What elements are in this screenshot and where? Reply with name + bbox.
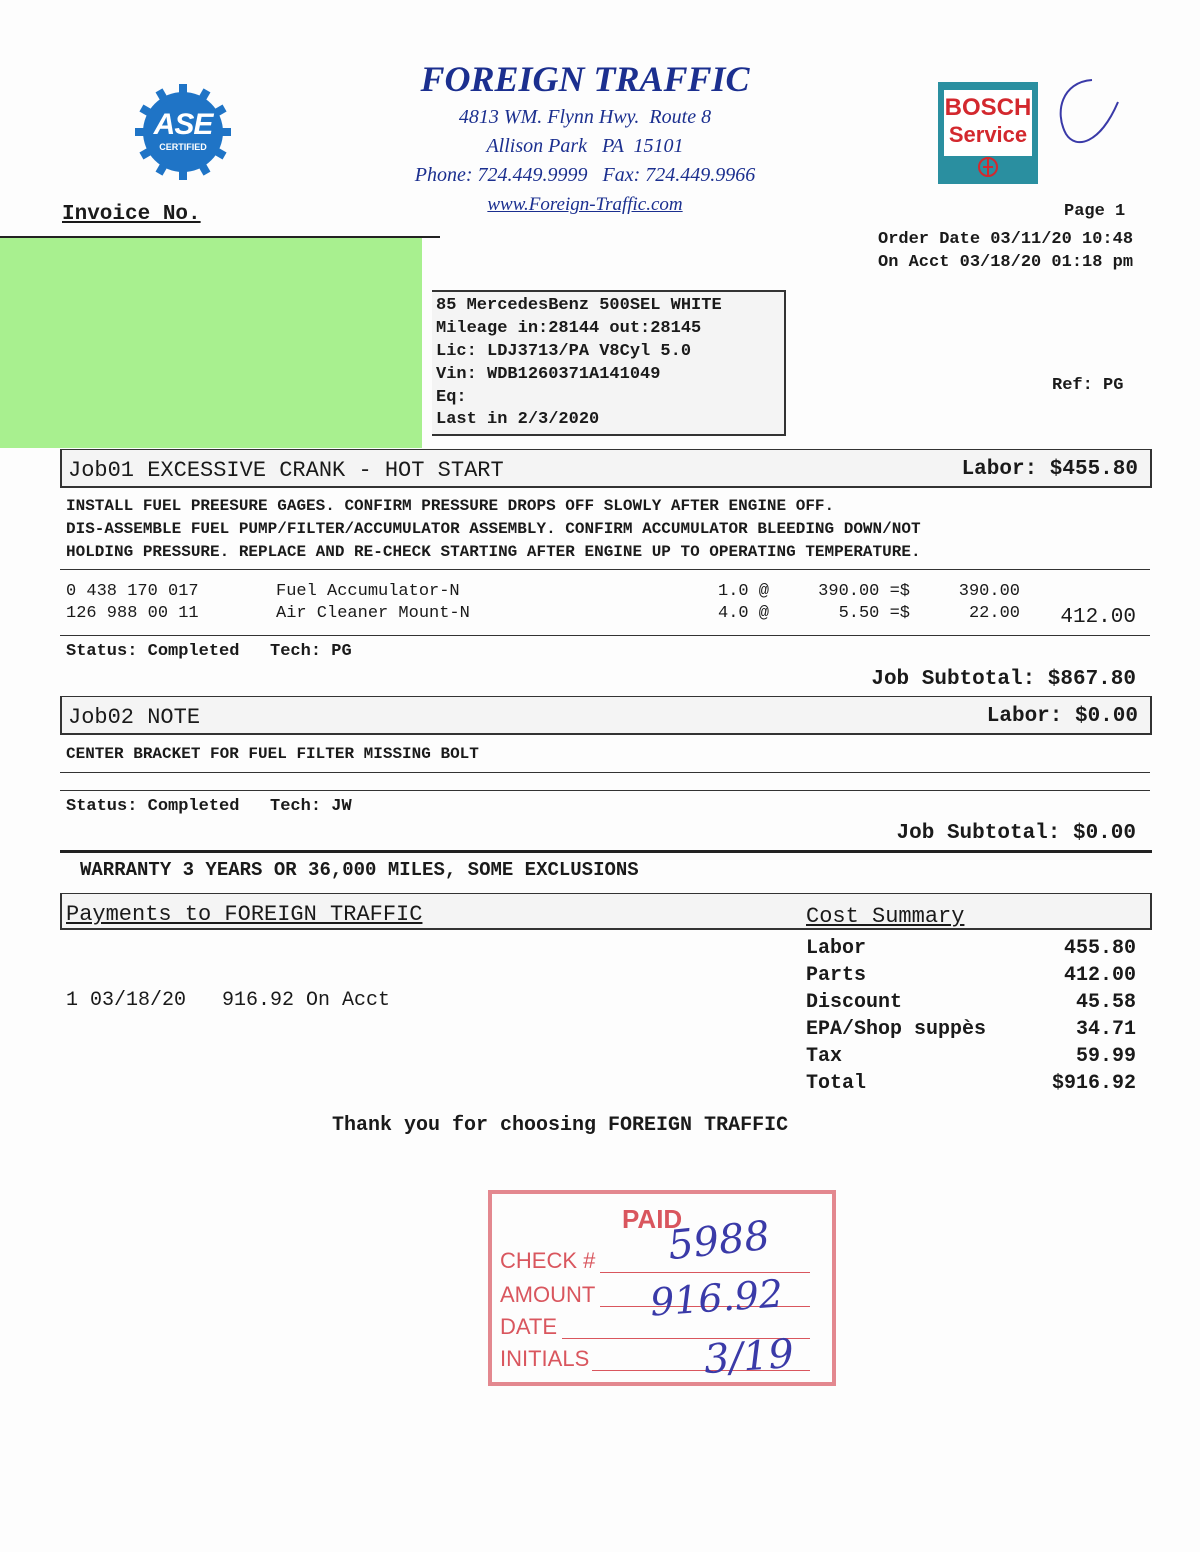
shop-phone-fax: Phone: 724.449.9999 Fax: 724.449.9966 xyxy=(414,164,756,186)
cost-row-label: Discount xyxy=(806,991,903,1014)
bosch-logo-line2: Service xyxy=(948,122,1028,147)
part1-price: 390.00 =$ xyxy=(818,582,910,601)
job1-status: Status: Completed Tech: PG xyxy=(66,642,352,661)
vehicle-mileage: Mileage in:28144 out:28145 xyxy=(436,319,702,338)
ase-logo xyxy=(133,82,233,182)
job1-description-line2: DIS-ASSEMBLE FUEL PUMP/FILTER/ACCUMULATOR ASSEMBLY. CONFIRM ACCUMULATOR BLEEDING DOWN/NOT xyxy=(66,520,921,538)
cost-row-label: Labor xyxy=(806,937,867,960)
warranty-note: WARRANTY 3 YEARS OR 36,000 MILES, SOME EXCLUSIONS xyxy=(80,859,639,881)
job2-subtotal: Job Subtotal: $0.00 xyxy=(896,822,1136,845)
cost-row-value: 34.71 xyxy=(1075,1018,1136,1041)
job1-parts-divider xyxy=(60,635,1150,636)
part1-extended: 390.00 xyxy=(958,582,1020,601)
part2-quantity: 4.0 @ xyxy=(718,604,770,623)
cost-row-value: 412.00 xyxy=(1063,964,1136,987)
vehicle-info-box xyxy=(432,290,786,436)
ase-logo-subtext: CERTIFIED xyxy=(159,142,207,152)
part1-number: 0 438 170 017 xyxy=(66,582,199,601)
job1-title: Job01 EXCESSIVE CRANK - HOT START xyxy=(68,458,504,483)
vehicle-vin: Vin: WDB1260371A141049 xyxy=(436,365,661,384)
vehicle-license: Lic: LDJ3713/PA V8Cyl 5.0 xyxy=(436,342,692,361)
vehicle-equipment: Eq: xyxy=(436,388,467,407)
job2-description-line1: CENTER BRACKET FOR FUEL FILTER MISSING BOLT xyxy=(66,745,479,763)
part1-quantity: 1.0 @ xyxy=(718,582,770,601)
shop-address-line1: 4813 WM. Flynn Hwy. Route 8 xyxy=(458,106,712,128)
part1-description: Fuel Accumulator-N xyxy=(276,582,460,601)
shop-address-line2: Allison Park PA 15101 xyxy=(486,135,684,157)
shop-name: FOREIGN TRAFFIC xyxy=(420,59,750,99)
cost-summary-header: Cost Summary xyxy=(806,904,965,929)
stamp-check-label: CHECK # xyxy=(500,1248,596,1273)
job2-title: Job02 NOTE xyxy=(68,705,201,730)
job2-desc-divider xyxy=(60,772,1150,773)
page-number: Page 1 xyxy=(1064,202,1126,221)
payments-header: Payments to FOREIGN TRAFFIC xyxy=(66,902,423,927)
stamp-initials-label: INITIALS xyxy=(500,1346,590,1371)
cost-row-label: Parts xyxy=(806,964,867,987)
on-account-date: On Acct 03/18/20 01:18 pm xyxy=(878,253,1134,272)
order-date: Order Date 03/11/20 10:48 xyxy=(878,230,1134,249)
part2-extended: 22.00 xyxy=(968,604,1020,623)
handwritten-check-number: 5988 xyxy=(665,1212,772,1270)
job1-description-line3: HOLDING PRESSURE. REPLACE AND RE-CHECK STARTING AFTER ENGINE UP TO OPERATING TEMPERATURE. xyxy=(66,543,921,561)
job1-header xyxy=(60,449,1152,488)
thank-you-note: Thank you for choosing FOREIGN TRAFFIC xyxy=(332,1114,789,1137)
cost-row-label: Total xyxy=(806,1072,867,1095)
job1-labor: Labor: $455.80 xyxy=(961,458,1138,481)
cost-row-value: 59.99 xyxy=(1075,1045,1136,1068)
invoice-number-label: Invoice No. xyxy=(62,203,201,226)
job2-status: Status: Completed Tech: JW xyxy=(66,797,352,816)
job1-subtotal: Job Subtotal: $867.80 xyxy=(871,668,1136,691)
payment-entry: 1 03/18/20 916.92 On Acct xyxy=(66,989,391,1012)
job1-parts-total: 412.00 xyxy=(1060,606,1136,629)
job2-labor: Labor: $0.00 xyxy=(986,705,1138,728)
part2-price: 5.50 =$ xyxy=(838,604,910,623)
job2-header xyxy=(60,696,1152,735)
job2-status-divider xyxy=(60,790,1150,791)
cost-row-value: 455.80 xyxy=(1063,937,1136,960)
ase-logo-text: ASE xyxy=(153,108,213,141)
bosch-service-logo xyxy=(938,82,1038,184)
handwritten-date: 3/19 xyxy=(702,1330,796,1384)
redacted-customer-info xyxy=(0,238,422,448)
bosch-armature-icon xyxy=(976,156,1000,178)
vehicle-line1: 85 MercedesBenz 500SEL WHITE xyxy=(436,296,722,315)
handwritten-check-mark xyxy=(1052,72,1122,152)
payments-summary-header xyxy=(60,893,1152,930)
stamp-amount-label: AMOUNT xyxy=(500,1282,596,1307)
paid-stamp-title: PAID xyxy=(622,1204,683,1234)
part2-number: 126 988 00 11 xyxy=(66,604,199,623)
part2-description: Air Cleaner Mount-N xyxy=(276,604,470,623)
reference: Ref: PG xyxy=(1052,376,1124,395)
cost-row-value: $916.92 xyxy=(1051,1072,1136,1095)
cost-row-value: 45.58 xyxy=(1075,991,1136,1014)
handwritten-amount: 916.92 xyxy=(648,1271,785,1325)
bosch-logo-line1: BOSCH xyxy=(944,94,1032,121)
cost-row-label: Tax xyxy=(806,1045,843,1068)
stamp-date-label: DATE xyxy=(500,1314,558,1339)
job1-desc-divider xyxy=(60,569,1150,570)
job1-description-line1: INSTALL FUEL PREESURE GAGES. CONFIRM PRESSURE DROPS OFF SLOWLY AFTER ENGINE OFF. xyxy=(66,497,835,515)
cost-row-label: EPA/Shop suppès xyxy=(806,1018,987,1041)
vehicle-last-in: Last in 2/3/2020 xyxy=(436,410,600,429)
shop-website: www.Foreign-Traffic.com xyxy=(487,194,683,215)
warranty-top-rule xyxy=(60,850,1152,853)
